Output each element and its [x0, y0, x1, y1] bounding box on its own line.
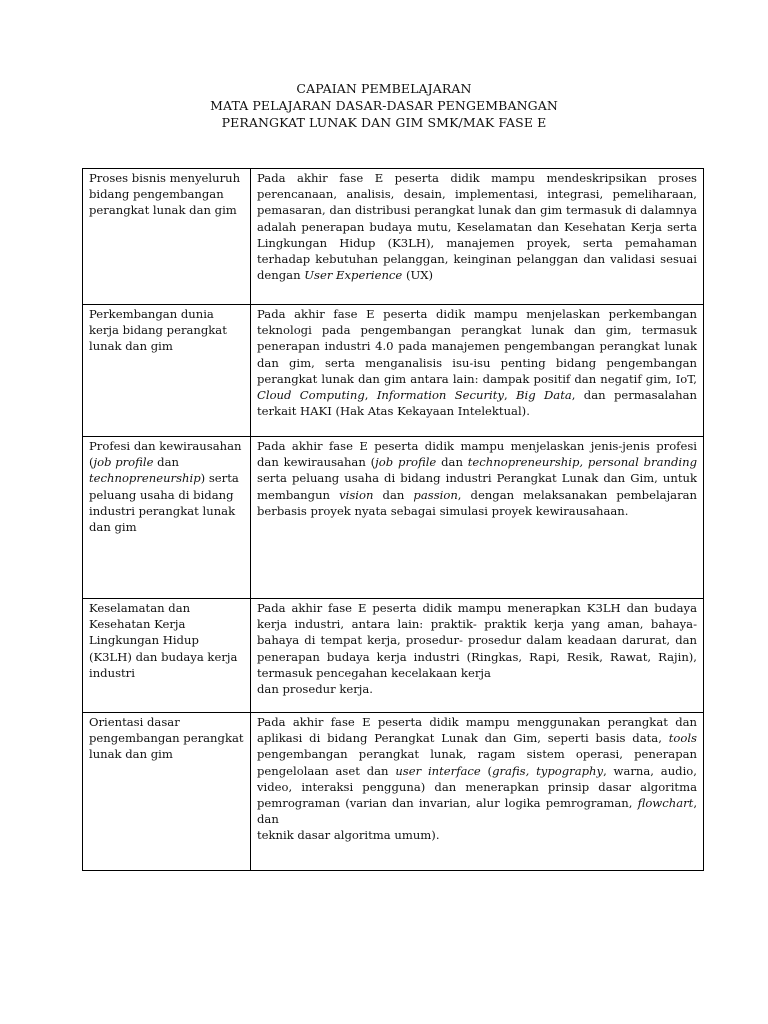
description-text: (: [480, 763, 493, 778]
description-text: teknik dasar algoritma umum).: [257, 828, 440, 843]
title-line-1: CAPAIAN PEMBELAJARAN: [296, 81, 472, 96]
description-italic: Information Security: [376, 388, 504, 403]
description-text: Pada akhir fase E peserta didik mampu menjelaskan perkembangan teknologi pada pengembangan perangkat lunak dan gim, termasuk penerapan industri 4.0 pada manajemen pengembangan perangkat lunak dan gim, serta menganalisis isu-isu penting bidang pengembangan perangkat lunak dan gim antara lain: dampak positif dan negatif gim, IoT,: [257, 307, 697, 386]
element-text: Perkembangan dunia kerja bidang perangkat lunak dan gim: [89, 307, 227, 354]
description-text: dan: [436, 455, 468, 470]
element-cell: [83, 437, 251, 599]
description-text: ,: [364, 388, 377, 403]
description-italic: User Experience: [304, 268, 403, 283]
description-text: dan prosedur kerja.: [257, 682, 373, 697]
description-italic: tools: [668, 731, 697, 746]
description-italic: Cloud Computing: [257, 388, 365, 403]
description-italic: user interface: [395, 763, 481, 778]
description-italic: Big Data: [516, 388, 572, 403]
description-italic: grafis, typography: [492, 763, 604, 778]
element-cell: [83, 599, 251, 713]
title-line-3: PERANGKAT LUNAK DAN GIM SMK/MAK FASE E: [221, 115, 547, 130]
title-line-2: MATA PELAJARAN DASAR-DASAR PENGEMBANGAN: [210, 98, 558, 113]
description-text: pengembangan perangkat lunak, ragam sistem operasi, penerapan pengelolaan aset dan: [257, 747, 697, 778]
element-text: Proses bisnis menyeluruh bidang pengembangan perangkat lunak dan gim: [89, 171, 241, 218]
description-text: Pada akhir fase E peserta didik mampu menggunakan perangkat dan aplikasi di bidang Perangkat Lunak dan Gim, seperti basis data,: [257, 715, 697, 746]
learning-outcomes-table: [82, 168, 704, 871]
description-cell: [251, 599, 704, 713]
element-cell: [83, 169, 251, 305]
document-title: [0, 80, 768, 131]
description-cell: [251, 169, 704, 305]
table-row: [83, 169, 704, 305]
description-cell: [251, 437, 704, 599]
element-italic: technopreneurship: [89, 471, 201, 486]
description-italic: passion: [413, 487, 458, 502]
table-row: [83, 305, 704, 437]
table-row: [83, 599, 704, 713]
description-text: , warna, audio, video, interaksi pengguna) dan menerapkan prinsip dasar algoritma pemrograman (varian dan invarian, alur logika pemrograman,: [257, 763, 697, 811]
description-text: dan: [373, 487, 414, 502]
description-italic: job profile: [375, 455, 437, 470]
description-cell: [251, 305, 704, 437]
element-text: Profesi dan kewirausahan (: [89, 439, 242, 470]
description-italic: flowchart: [637, 796, 694, 811]
description-text: Pada akhir fase E peserta didik mampu menerapkan K3LH dan budaya kerja industri, antara lain: praktik- praktik kerja yang aman, bahaya-bahaya di tempat kerja, prosedur- prosedur dalam keadaan darurat, dan penerapan budaya kerja industri (Ringkas, Rapi, Resik, Rawat, Rajin), termasuk pencegahan kecelakaan kerja: [257, 601, 697, 680]
description-text: , dan: [257, 796, 697, 827]
element-text: ) serta peluang usaha di bidang industri perangkat lunak dan gim: [89, 471, 239, 535]
description-text: , dengan melaksanakan pembelajaran berbasis proyek nyata sebagai simulasi proyek kewirausahaan.: [257, 487, 697, 518]
description-text: , dan permasalahan terkait HAKI (Hak Atas Kekayaan Intelektual).: [257, 388, 698, 419]
element-italic: job profile: [93, 455, 154, 470]
description-text: Pada akhir fase E peserta didik mampu mendeskripsikan proses perencanaan, analisis, desain, implementasi, integrasi, pemeliharaan, pemasaran, dan distribusi perangkat lunak dan gim termasuk di dalamnya adalah penerapan budaya mutu, Keselamatan dan Kesehatan Kerja serta Lingkungan Hidup (K3LH), manajemen proyek, serta pemahaman terhadap kebutuhan pelanggan, keinginan pelanggan dan validasi sesuai dengan: [257, 171, 697, 283]
description-text: serta peluang usaha di bidang industri Perangkat Lunak dan Gim, untuk membangun: [257, 471, 697, 502]
description-italic: vision: [339, 487, 374, 502]
description-italic: technopreneurship, personal branding: [467, 455, 697, 470]
element-text: dan: [153, 455, 179, 470]
description-text: ,: [503, 388, 516, 403]
description-cell: [251, 713, 704, 871]
table-row: [83, 437, 704, 599]
element-text: Keselamatan dan Kesehatan Kerja Lingkungan Hidup (K3LH) dan budaya kerja industri: [89, 601, 238, 680]
description-text: Pada akhir fase E peserta didik mampu menjelaskan jenis-jenis profesi dan kewirausahan (: [257, 439, 697, 470]
description-text: (UX): [402, 268, 434, 283]
element-cell: [83, 305, 251, 437]
table-row: [83, 713, 704, 871]
element-cell: [83, 713, 251, 871]
element-text: Orientasi dasar pengembangan perangkat lunak dan gim: [89, 715, 244, 762]
